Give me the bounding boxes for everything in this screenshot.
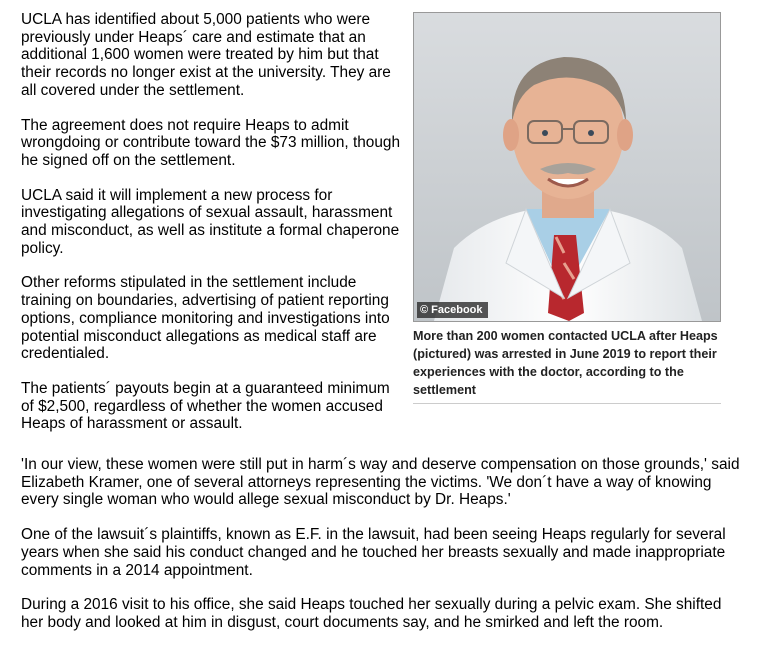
article-paragraph: The patients´ payouts begin at a guaranteed minimum of $2,500, regardless of whether the women accused Heaps of harassment or assault. [21,379,390,433]
doctor-portrait-image [414,13,720,321]
article-paragraph: One of the lawsuit´s plaintiffs, known as E.F. in the lawsuit, had been seeing Heaps regularly for several years when she said his conduct changed and he touched her breasts sexually and made inappropriate comments in a 2014 appointment. [21,526,726,579]
doctor-photo[interactable] [413,12,721,322]
article-paragraph: During a 2016 visit to his office, she said Heaps touched her sexually during a pelvic exam. She shifted her body and looked at him in disgust, court documents say, and he smirked and left the room. [21,596,722,631]
photo-caption: More than 200 women contacted UCLA after Heaps (pictured) was arrested in June 2019 to report their experiences with the doctor, according to the settlement [413,322,721,404]
article-figure [413,12,721,404]
photo-credit: © Facebook [417,302,488,318]
article-full-width-section [21,456,741,649]
article-paragraph: UCLA said it will implement a new process for investigating allegations of sexual assault, harassment and misconduct, as well as institute a formal chaperone policy. [21,186,400,257]
article-left-column [21,11,401,450]
article-paragraph: UCLA has identified about 5,000 patients who were previously under Heaps´ care and estimate that an additional 1,600 women were treated by him but that their records no longer exist at the university. They are all covered under the settlement. [21,11,391,99]
article-paragraph: The agreement does not require Heaps to admit wrongdoing or contribute toward the $73 million, though he signed off on the settlement. [21,116,401,169]
article-paragraph: 'In our view, these women were still put in harm´s way and deserve compensation on those grounds,' said Elizabeth Kramer, one of several attorneys representing the victims. 'We don´t have a way of knowing every single woman who would allege sexual misconduct by Dr. Heaps.' [21,456,740,509]
article-paragraph: Other reforms stipulated in the settlement include training on boundaries, advertising of patient reporting options, compliance monitoring and investigations into potential misconduct allegations as medical staff are credentialed. [21,274,390,363]
